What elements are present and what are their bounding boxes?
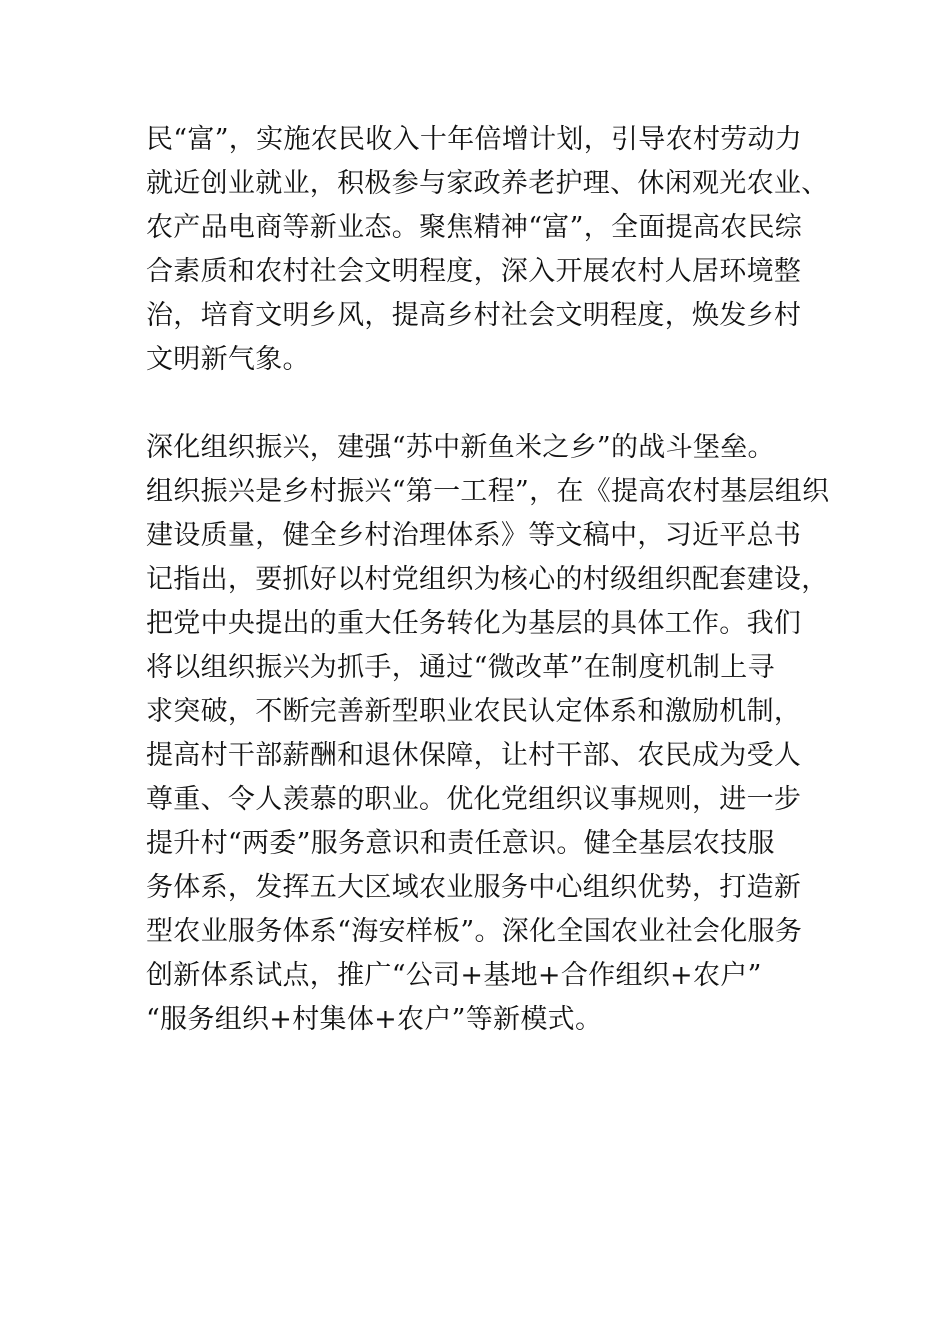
paragraph-1-line-3: 农产品电商等新业态。聚焦精神“富”，全面提高农民综 — [146, 212, 803, 243]
paragraph-2-line-3: 建设质量，健全乡村治理体系》等文稿中，习近平总书 — [146, 520, 802, 551]
paragraph-1-line-2: 就近创业就业，积极参与家政养老护理、休闲观光农业、 — [146, 168, 829, 199]
paragraph-1-line-6: 文明新气象。 — [146, 344, 310, 375]
paragraph-2-line-1: 深化组织振兴，建强“苏中新鱼米之乡”的战斗堡垒。 — [146, 432, 775, 463]
paragraph-1-line-1: 民“富”，实施农民收入十年倍增计划，引导农村劳动力 — [146, 124, 803, 155]
paragraph-2-line-10: 提升村“两委”服务意识和责任意识。健全基层农技服 — [146, 828, 775, 859]
paragraph-2-line-11: 务体系，发挥五大区域农业服务中心组织优势，打造新 — [146, 872, 802, 903]
paragraph-1-line-5: 治，培育文明乡风，提高乡村社会文明程度，焕发乡村 — [146, 300, 802, 331]
paragraph-2-line-8: 提高村干部薪酬和退休保障，让村干部、农民成为受人 — [146, 740, 802, 771]
paragraph-2-line-9: 尊重、令人羡慕的职业。优化党组织议事规则，进一步 — [146, 784, 802, 815]
paragraph-2-line-2: 组织振兴是乡村振兴“第一工程”，在《提高农村基层组织 — [146, 476, 830, 507]
paragraph-2-line-5: 把党中央提出的重大任务转化为基层的具体工作。我们 — [146, 608, 802, 639]
paragraph-2-line-4: 记指出，要抓好以村党组织为核心的村级组织配套建设， — [146, 564, 829, 595]
paragraph-1-line-4: 合素质和农村社会文明程度，深入开展农村人居环境整 — [146, 256, 802, 287]
paragraph-2-line-6: 将以组织振兴为抓手，通过“微改革”在制度机制上寻 — [146, 652, 775, 683]
paragraph-2-line-12: 型农业服务体系“海安样板”。深化全国农业社会化服务 — [146, 916, 803, 947]
paragraph-2-line-7: 求突破，不断完善新型职业农民认定体系和激励机制， — [146, 696, 802, 727]
paragraph-2-line-13: 创新体系试点，推广“公司+基地+合作组织+农户” — [146, 960, 762, 991]
paragraph-2-line-14: “服务组织+村集体+农户”等新模式。 — [146, 1004, 603, 1035]
